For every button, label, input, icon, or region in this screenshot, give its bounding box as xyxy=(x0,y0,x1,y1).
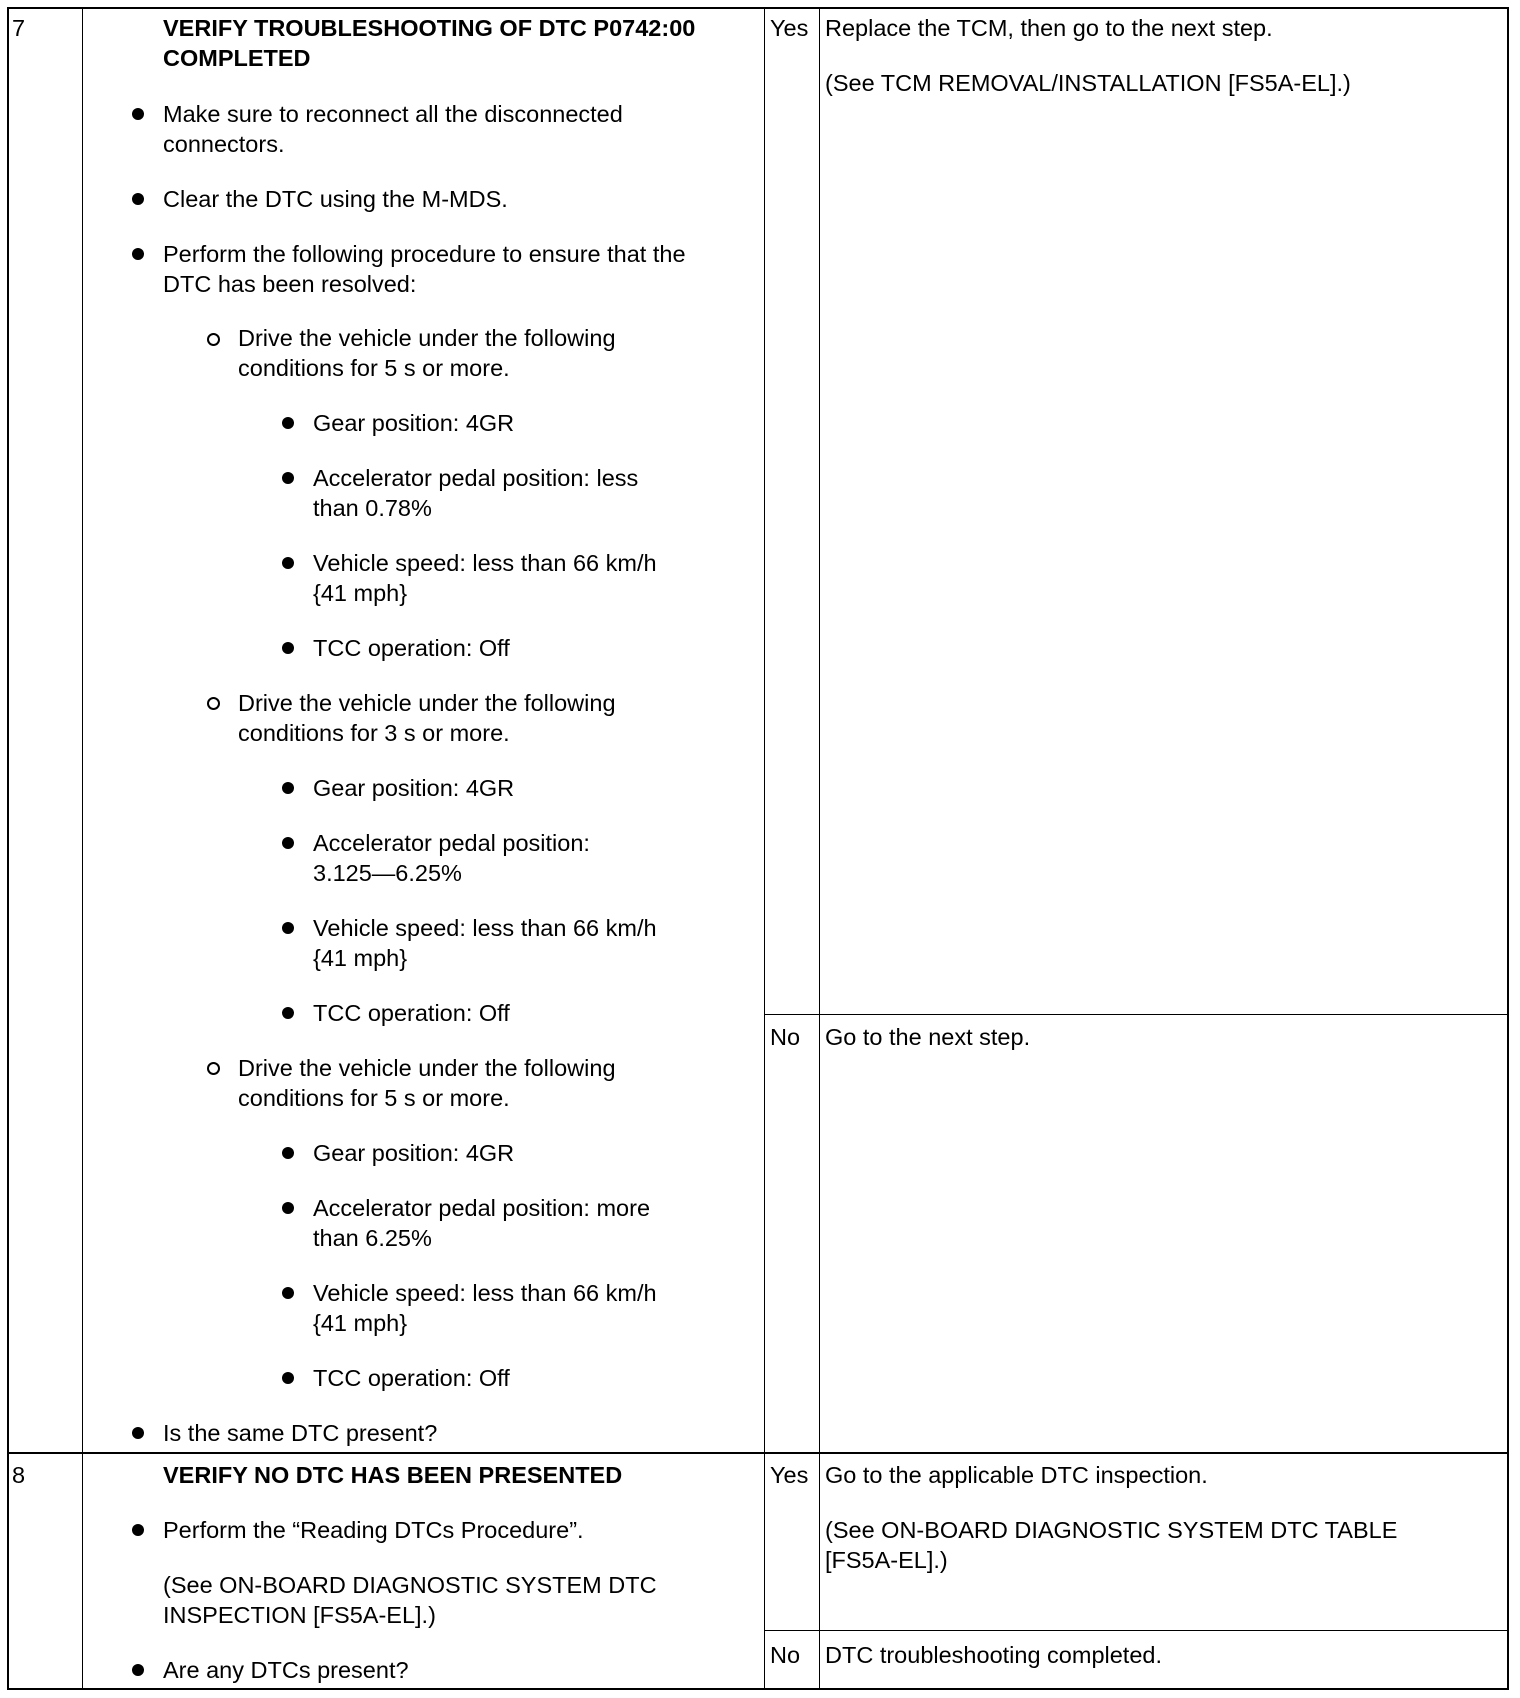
yes-reference: (See TCM REMOVAL/INSTALLATION [FS5A-EL].) xyxy=(825,70,1351,96)
condition-detail: Accelerator pedal position: less xyxy=(313,465,639,491)
step-number: 8 xyxy=(12,1462,26,1488)
bullet-icon xyxy=(282,1147,294,1159)
condition-detail: {41 mph} xyxy=(313,1310,408,1336)
condition-detail: Vehicle speed: less than 66 km/h xyxy=(313,1280,657,1306)
row-divider-step7-step8 xyxy=(7,1452,1509,1454)
bullet-icon xyxy=(282,1287,294,1299)
column-divider-step xyxy=(82,7,83,1690)
yes-action: Go to the applicable DTC inspection. xyxy=(825,1462,1208,1488)
step-title: VERIFY NO DTC HAS BEEN PRESENTED xyxy=(163,1462,623,1488)
condition-detail: Gear position: 4GR xyxy=(313,410,515,436)
condition-detail: TCC operation: Off xyxy=(313,1365,510,1391)
condition-detail: Vehicle speed: less than 66 km/h xyxy=(313,915,657,941)
drive-condition: conditions for 5 s or more. xyxy=(238,355,510,381)
no-action: Go to the next step. xyxy=(825,1024,1031,1050)
answer-yes-label: Yes xyxy=(770,15,809,41)
no-action: DTC troubleshooting completed. xyxy=(825,1642,1163,1668)
condition-detail: {41 mph} xyxy=(313,580,408,606)
drive-condition: Drive the vehicle under the following xyxy=(238,1055,616,1081)
column-divider-answer xyxy=(764,7,765,1690)
drive-condition: Drive the vehicle under the following xyxy=(238,690,616,716)
condition-detail: Accelerator pedal position: more xyxy=(313,1195,651,1221)
drive-condition: Drive the vehicle under the following xyxy=(238,325,616,351)
instruction-reference: INSPECTION [FS5A-EL].) xyxy=(163,1602,436,1628)
instruction-item: Make sure to reconnect all the disconnected xyxy=(163,101,623,127)
circle-bullet-icon xyxy=(207,1062,220,1075)
instruction-item: Perform the “Reading DTCs Procedure”. xyxy=(163,1517,584,1543)
bullet-icon xyxy=(282,1372,294,1384)
yes-reference: (See ON-BOARD DIAGNOSTIC SYSTEM DTC TABLE xyxy=(825,1517,1398,1543)
yes-action: Replace the TCM, then go to the next step. xyxy=(825,15,1273,41)
bullet-icon xyxy=(132,1524,144,1536)
table-border-right xyxy=(1507,7,1509,1690)
column-divider-action xyxy=(819,7,820,1690)
step-question: Are any DTCs present? xyxy=(163,1657,409,1683)
table-border-top xyxy=(7,7,1509,9)
step-title: VERIFY TROUBLESHOOTING OF DTC P0742:00 xyxy=(163,15,696,41)
bullet-icon xyxy=(132,108,144,120)
yes-reference: [FS5A-EL].) xyxy=(825,1547,948,1573)
condition-detail: TCC operation: Off xyxy=(313,1000,510,1026)
instruction-item: DTC has been resolved: xyxy=(163,271,417,297)
instruction-reference: (See ON-BOARD DIAGNOSTIC SYSTEM DTC xyxy=(163,1572,657,1598)
circle-bullet-icon xyxy=(207,333,220,346)
instruction-item: Clear the DTC using the M-MDS. xyxy=(163,186,508,212)
answer-no-label: No xyxy=(770,1024,801,1050)
condition-detail: {41 mph} xyxy=(313,945,408,971)
drive-condition: conditions for 3 s or more. xyxy=(238,720,510,746)
bullet-icon xyxy=(282,922,294,934)
condition-detail: Gear position: 4GR xyxy=(313,775,515,801)
instruction-item: connectors. xyxy=(163,131,285,157)
table-border-bottom xyxy=(7,1688,1509,1690)
bullet-icon xyxy=(132,1427,144,1439)
bullet-icon xyxy=(282,642,294,654)
bullet-icon xyxy=(132,248,144,260)
condition-detail: 3.125—6.25% xyxy=(313,860,462,886)
bullet-icon xyxy=(132,193,144,205)
row-divider-step7-yes-no xyxy=(764,1014,1509,1015)
condition-detail: Gear position: 4GR xyxy=(313,1140,515,1166)
row-divider-step8-yes-no xyxy=(764,1630,1509,1631)
step-question: Is the same DTC present? xyxy=(163,1420,438,1446)
bullet-icon xyxy=(282,557,294,569)
bullet-icon xyxy=(282,472,294,484)
drive-condition: conditions for 5 s or more. xyxy=(238,1085,510,1111)
condition-detail: than 6.25% xyxy=(313,1225,432,1251)
bullet-icon xyxy=(282,1007,294,1019)
table-border-left xyxy=(7,7,9,1690)
condition-detail: TCC operation: Off xyxy=(313,635,510,661)
bullet-icon xyxy=(282,417,294,429)
bullet-icon xyxy=(132,1664,144,1676)
bullet-icon xyxy=(282,1202,294,1214)
instruction-item: Perform the following procedure to ensure that the xyxy=(163,241,686,267)
step-number: 7 xyxy=(12,15,26,41)
answer-yes-label: Yes xyxy=(770,1462,809,1488)
bullet-icon xyxy=(282,837,294,849)
bullet-icon xyxy=(282,782,294,794)
step-title: COMPLETED xyxy=(163,45,311,71)
condition-detail: Accelerator pedal position: xyxy=(313,830,590,856)
condition-detail: than 0.78% xyxy=(313,495,432,521)
circle-bullet-icon xyxy=(207,697,220,710)
condition-detail: Vehicle speed: less than 66 km/h xyxy=(313,550,657,576)
answer-no-label: No xyxy=(770,1642,801,1668)
